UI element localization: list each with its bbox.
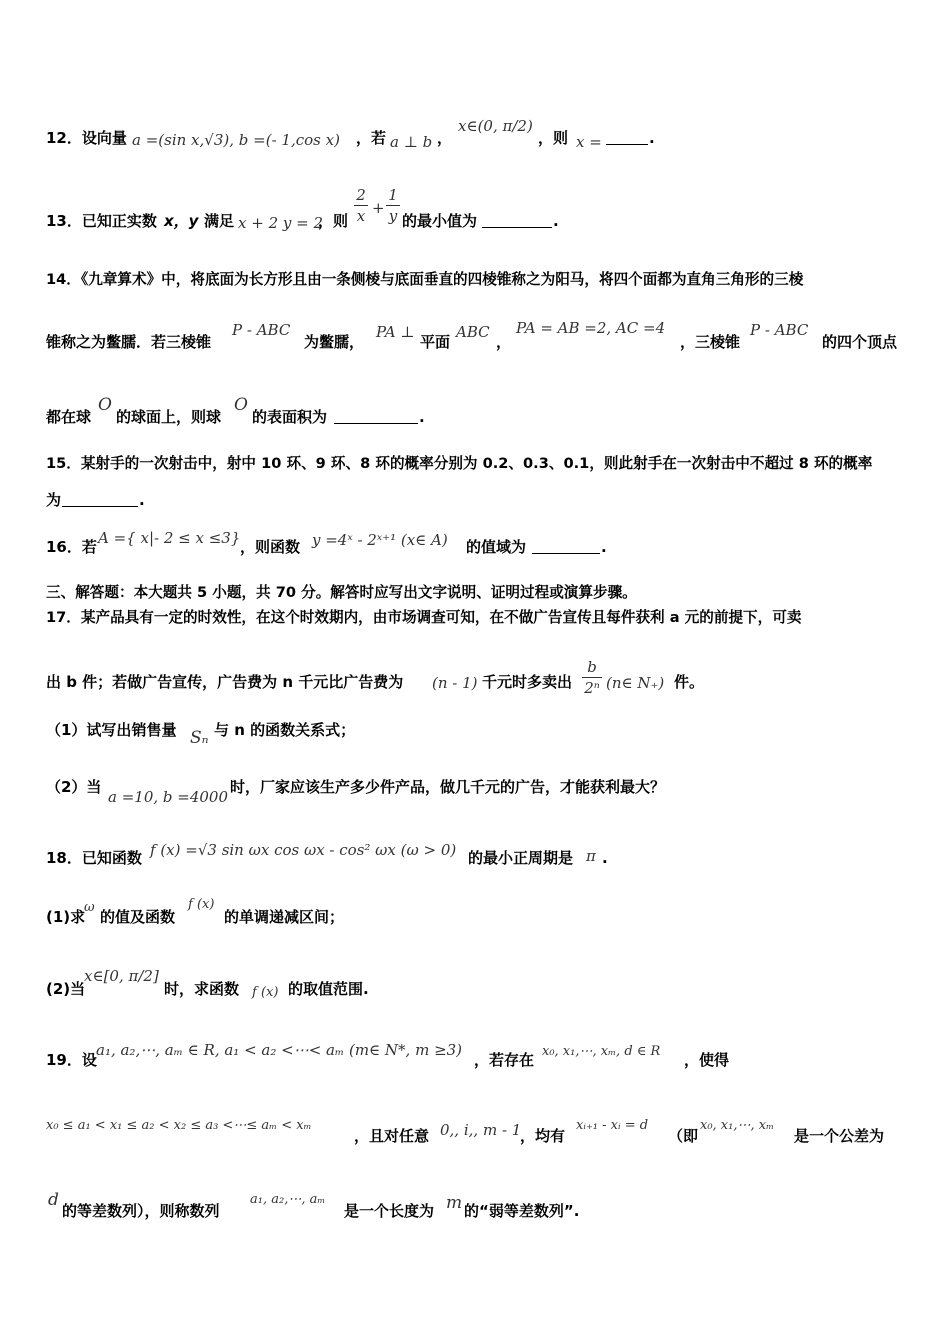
q17-part2-text1: （2）当: [46, 778, 102, 796]
q18-part1-text1: (1)求: [46, 908, 86, 926]
q14-answer-blank: [334, 409, 418, 424]
q14-l3-math2: O: [234, 395, 248, 415]
q13-tail: 的最小值为: [402, 212, 478, 230]
q19-text1: ，若存在: [474, 1051, 535, 1069]
q18-part2-text1: (2)当: [46, 980, 86, 998]
q18-part2-fx: f (x): [252, 985, 279, 1000]
q18-function: f (x) =√3 sin ωx cos ωx - cos² ωx (ω > 0): [150, 841, 457, 859]
q19-math1: a₁, a₂,⋯, aₘ ∈ R, a₁ < a₂ <⋯< aₘ (m∈ N*, m ≥3): [96, 1041, 463, 1059]
q18-part2-text2: 时，求函数: [164, 980, 240, 998]
q14-l2-math4: PA = AB =2, AC =4: [516, 319, 666, 337]
q15-end: .: [139, 491, 145, 509]
q14-line1: 14．《九章算术》中，将底面为长方形且由一条侧棱与底面垂直的四棱锥称之为阳马，将四个面都为直角三角形的三棱: [46, 271, 804, 288]
q12-label: 12．设向量: [46, 129, 127, 147]
q13-end: .: [553, 212, 559, 230]
q14-l2-math2: PA ⊥: [376, 323, 415, 341]
q19-text9: 的“弱等差数列”.: [464, 1202, 580, 1220]
q16-text: ，则函数: [240, 538, 301, 556]
q19-math3: x₀ ≤ a₁ < x₁ ≤ a₂ < x₂ ≤ a₃ <⋯≤ aₘ < xₘ: [46, 1118, 312, 1133]
q17-part2-math: a =10, b =4000: [108, 788, 229, 806]
q16-label: 16．若: [46, 538, 97, 556]
q14-l3-text1: 都在球: [46, 408, 92, 426]
q19-text7: 的等差数列），则称数列: [62, 1202, 220, 1220]
q13-plus: +: [372, 199, 385, 217]
q14-l2-math3: ABC: [456, 323, 490, 341]
q18-part2-text3: 的取值范围.: [288, 980, 369, 998]
q19-math6: x₀, x₁,⋯, xₘ: [700, 1118, 775, 1133]
q13-answer-blank: [482, 213, 552, 228]
q17-l2-text2: 千元时多卖出: [482, 673, 573, 691]
q17-l2-text3: 件。: [674, 673, 705, 691]
q17-part1-math: Sₙ: [190, 728, 209, 748]
q17-part1-text1: （1）试写出销售量: [46, 721, 177, 739]
q17-l2-text1: 出 b 件；若做广告宣传，广告费为 n 千元比广告费为: [46, 673, 404, 691]
q14-l2-text5: ，三棱锥: [680, 333, 741, 351]
q17-l2-math1: (n - 1): [432, 674, 478, 692]
section-3-heading: 三、解答题：本大题共 5 小题，共 70 分。解答时应写出文字说明、证明过程或演算步骤。: [46, 584, 637, 601]
q12-comma: ，: [437, 129, 453, 147]
q19-math7: d: [48, 1190, 59, 1210]
q19-text3: ，且对任意: [354, 1127, 430, 1145]
q13-text: 满足: [204, 212, 235, 230]
q14-l2-text3: 平面: [420, 333, 451, 351]
q12-perp: a ⊥ b: [390, 133, 433, 151]
q14-l3-text2: 的球面上，则球: [116, 408, 222, 426]
q17-part2-text2: 时，厂家应该生产多少件产品，做几千元的广告，才能获利最大？: [230, 778, 666, 796]
q18-part1-fx: f (x): [188, 897, 215, 912]
q13-vars: x，y: [164, 212, 199, 230]
q12-range: x∈(0, π/2): [458, 117, 533, 135]
q16-tail: 的值域为: [466, 538, 527, 556]
q12-answer-blank: [606, 130, 648, 145]
q12-vectors: a =(sin x,√3), b =(- 1,cos x): [132, 131, 340, 149]
q14-l2-text1: 锥称之为鳖臑．若三棱锥: [46, 333, 212, 351]
q16-set: A ={ x|- 2 ≤ x ≤3}: [98, 529, 241, 547]
q14-l2-text2: 为鳖臑，: [304, 333, 365, 351]
q19-math4: 0,, i,, m - 1: [440, 1121, 522, 1139]
q17-line1: 17．某产品具有一定的时效性，在这个时效期内，由市场调查可知，在不做广告宣传且每件获利 a 元的前提下，可卖: [46, 609, 802, 626]
q18-label: 18．已知函数: [46, 849, 142, 867]
q19-text6: 是一个公差为: [794, 1127, 885, 1145]
q19-text8: 是一个长度为: [344, 1202, 435, 1220]
q15-answer-blank: [62, 492, 138, 507]
q15-l2-text: 为: [46, 491, 62, 509]
q15-line1: 15．某射手的一次射击中，射中 10 环、9 环、8 环的概率分别为 0.2、0.3、0.1，则此射手在一次射击中不超过 8 环的概率: [46, 455, 873, 472]
q18-end: .: [602, 849, 608, 867]
q18-tail: 的最小正周期是: [468, 849, 574, 867]
q18-part1-text3: 的单调递减区间；: [224, 908, 345, 926]
q19-math2: x₀, x₁,⋯, xₘ, d ∈ R: [542, 1044, 661, 1059]
q18-part1-text2: 的值及函数: [100, 908, 176, 926]
q19-math5: xᵢ₊₁ - xᵢ = d: [576, 1118, 649, 1133]
q19-label: 19．设: [46, 1051, 97, 1069]
q17-fraction: b 2ⁿ: [582, 658, 602, 697]
q14-end: .: [419, 408, 425, 426]
q16-end: .: [601, 538, 607, 556]
q12-text: ，若: [356, 129, 387, 147]
q14-l3-math1: O: [98, 395, 112, 415]
q13-fraction-1: 2 x: [354, 186, 368, 225]
q17-part1-text2: 与 n 的函数关系式；: [214, 721, 356, 739]
q18-part1-omega: ω: [84, 900, 95, 915]
q18-pi: π: [586, 847, 596, 865]
q13-equation: x + 2 y = 2: [238, 214, 323, 232]
q19-text4: ，均有: [520, 1127, 566, 1145]
q14-l2-math1: P - ABC: [232, 321, 291, 339]
q18-part2-range: x∈[0, π/2]: [84, 967, 159, 985]
q13-fraction-2: 1 y: [386, 186, 400, 225]
q12-ans-var: x =: [576, 133, 602, 151]
q14-l2-text6: 的四个顶点: [822, 333, 898, 351]
q19-math9: m: [446, 1193, 463, 1213]
q19-text2: ，使得: [684, 1051, 730, 1069]
q17-l2-math2: (n∈ N₊): [606, 674, 665, 692]
q13-label: 13．已知正实数: [46, 212, 157, 230]
q16-answer-blank: [532, 539, 600, 554]
q19-text5: （即: [668, 1127, 699, 1145]
q12-end: .: [649, 129, 655, 147]
q14-l2-math5: P - ABC: [750, 321, 809, 339]
q13-text2: ，则: [318, 212, 349, 230]
q14-l2-text4: ，: [496, 333, 512, 351]
q19-math8: a₁, a₂,⋯, aₘ: [250, 1192, 326, 1207]
q12-text2: ，则: [538, 129, 569, 147]
q14-l3-text3: 的表面积为: [252, 408, 328, 426]
q16-function: y =4ˣ - 2ˣ⁺¹ (x∈ A): [312, 531, 448, 549]
